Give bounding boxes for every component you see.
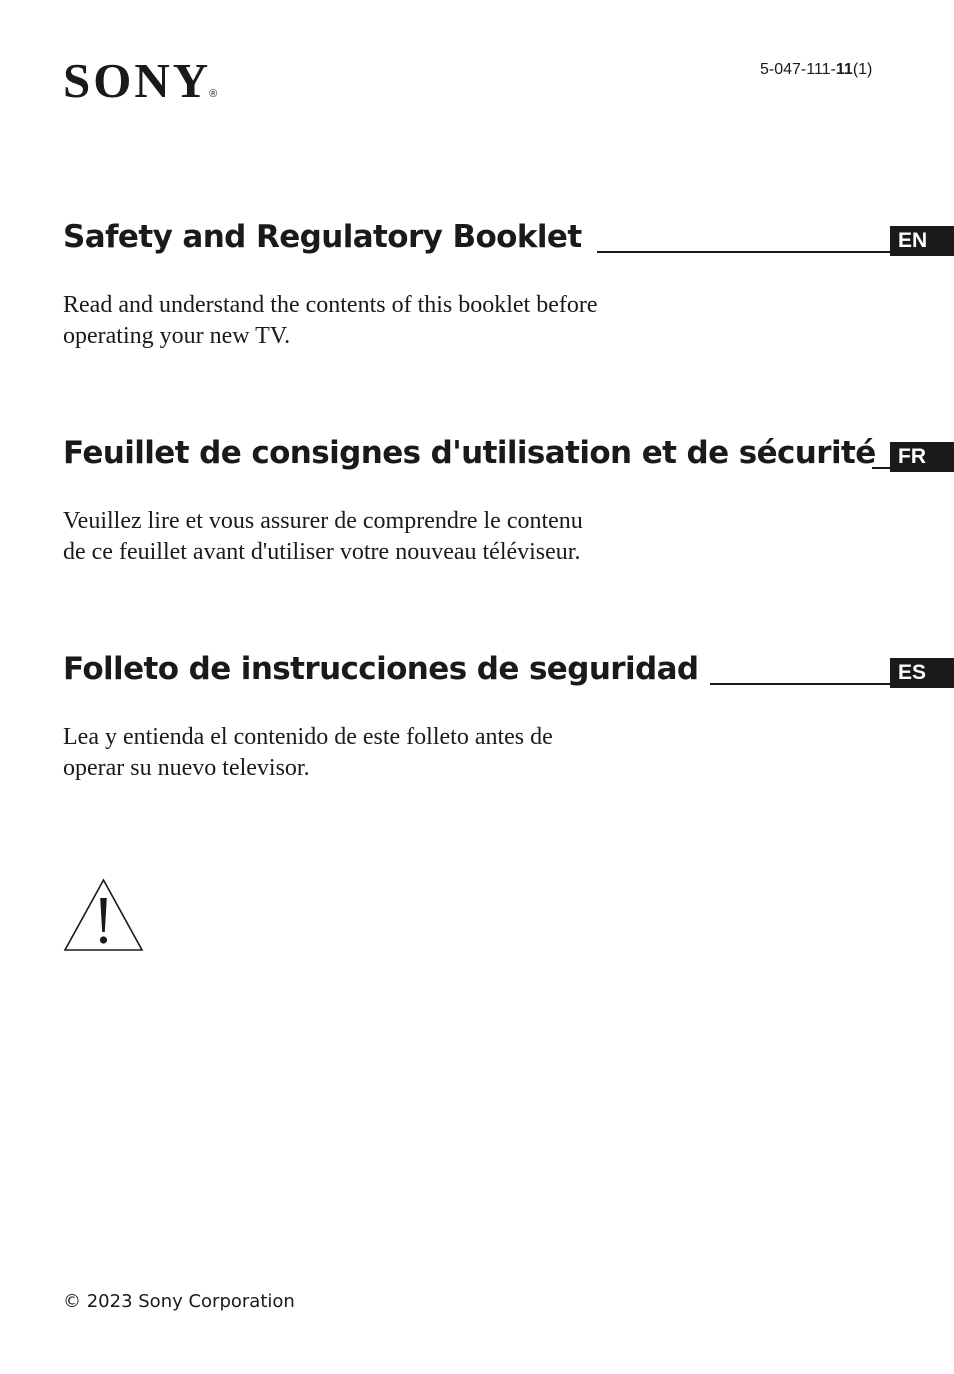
section-spanish bbox=[0, 650, 954, 781]
language-tab-fr: FR bbox=[890, 442, 954, 472]
registered-mark: ® bbox=[209, 88, 218, 100]
language-tab-en: EN bbox=[890, 226, 954, 256]
section-english bbox=[0, 218, 954, 349]
section-french bbox=[0, 434, 954, 565]
sony-logo: SONY® bbox=[63, 53, 218, 108]
section-description: Veuillez lire et vous assurer de comprendre le contenu de ce feuillet avant d'utiliser votre nouveau téléviseur. bbox=[63, 508, 583, 565]
title-rule bbox=[710, 683, 891, 685]
section-description: Read and understand the contents of this booklet before operating your new TV. bbox=[63, 292, 598, 349]
section-description: Lea y entienda el contenido de este folleto antes de operar su nuevo televisor. bbox=[63, 724, 553, 781]
copyright-notice: © 2023 Sony Corporation bbox=[63, 1291, 295, 1312]
title-rule bbox=[597, 251, 891, 253]
language-tab-es: ES bbox=[890, 658, 954, 688]
title-rule bbox=[872, 467, 891, 469]
warning-triangle-icon bbox=[63, 878, 144, 952]
section-title: Folleto de instrucciones de seguridad bbox=[63, 651, 699, 687]
document-number: 5-047-111-11(1) bbox=[760, 61, 873, 78]
section-title: Feuillet de consignes d'utilisation et de sécurité bbox=[63, 435, 876, 471]
section-title: Safety and Regulatory Booklet bbox=[63, 219, 582, 255]
